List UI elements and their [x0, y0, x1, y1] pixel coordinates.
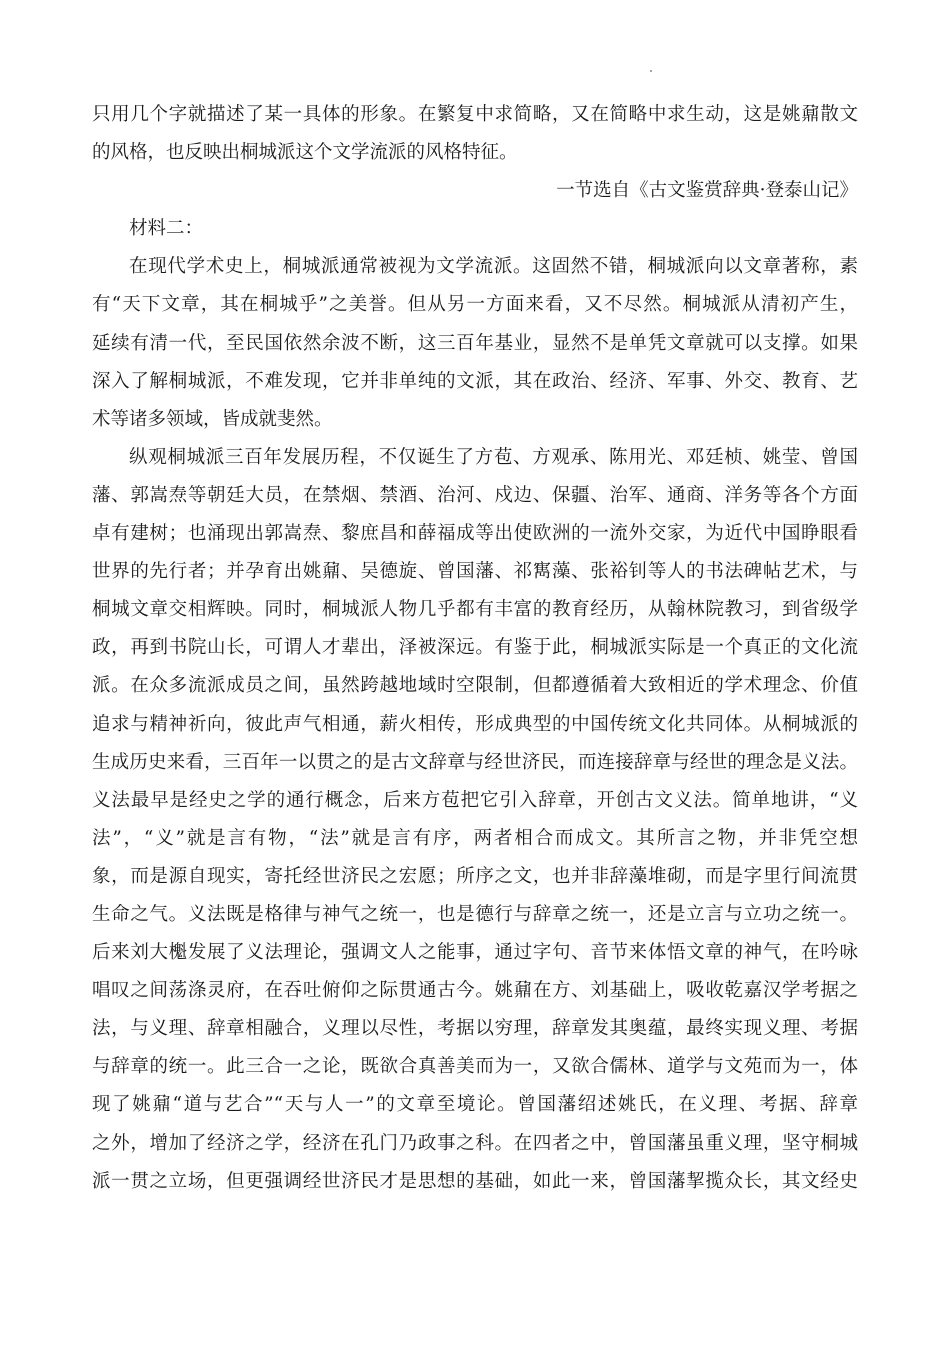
- text-line: 之外，增加了经济之学，经济在孔门乃政事之科。在四者之中，曾国藩虽重义理，坚守桐城: [92, 1132, 858, 1154]
- text-line: 派一贯之立场，但更强调经世济民才是思想的基础，如此一来，曾国藩挈揽众长，其文经史: [92, 1170, 858, 1192]
- text-line: 藩、郭嵩焘等朝廷大员，在禁烟、禁酒、治河、戍边、保疆、治军、通商、洋务等各个方面: [92, 484, 858, 506]
- scan-dot: [650, 70, 652, 72]
- text-line: 生命之气。义法既是格律与神气之统一，也是德行与辞章之统一，还是立言与立功之统一。: [92, 903, 858, 925]
- text-line: 有“天下文章，其在桐城乎”之美誉。但从另一方面来看，又不尽然。桐城派从清初产生，: [92, 294, 858, 316]
- source-note: 一节选自《古文鉴赏辞典·登泰山记》: [556, 180, 858, 202]
- text-line: 唱叹之间荡涤灵府，在吞吐俯仰之际贯通古今。姚鼐在方、刘基础上，吸收乾嘉汉学考据之: [92, 980, 858, 1002]
- text-line: 后来刘大櫆发展了义法理论，强调文人之能事，通过字句、音节来体悟文章的神气，在吟咏: [92, 942, 858, 964]
- text-line: 象，而是源自现实，寄托经世济民之宏愿；所序之文，也并非辞藻堆砌，而是字里行间流贯: [92, 865, 858, 887]
- text-line: 深入了解桐城派，不难发现，它并非单纯的文派，其在政治、经济、军事、外交、教育、艺: [92, 370, 858, 392]
- text-line: 追求与精神祈向，彼此声气相通，薪火相传，形成典型的中国传统文化共同体。从桐城派的: [92, 713, 858, 735]
- material-one-tail: [92, 96, 858, 172]
- text-line: 生成历史来看，三百年一以贯之的是古文辞章与经世济民，而连接辞章与经世的理念是义法。: [92, 751, 858, 773]
- text-line: 纵观桐城派三百年发展历程，不仅诞生了方苞、方观承、陈用光、邓廷桢、姚莹、曾国: [129, 446, 858, 468]
- text-line: 现了姚鼐“道与艺合”“天与人一”的文章至境论。曾国藩绍述姚氏，在义理、考据、辞章: [92, 1094, 858, 1116]
- text-line: 法”，“义”就是言有物，“法”就是言有序，两者相合而成文。其所言之物，并非凭空想: [92, 827, 858, 849]
- material-two-label: 材料二：: [129, 218, 204, 240]
- text-line: 义法最早是经史之学的通行概念，后来方苞把它引入辞章，开创古文义法。简单地讲，“义: [92, 789, 858, 811]
- text-line: 的风格，也反映出桐城派这个文学流派的风格特征。: [92, 142, 518, 164]
- text-line: 只用几个字就描述了某一具体的形象。在繁复中求简略，又在简略中求生动，这是姚鼐散文: [92, 104, 858, 125]
- text-line: 延续有清一代，至民国依然余波不断，这三百年基业，显然不是单凭文章就可以支撑。如果: [92, 332, 858, 354]
- text-line: 卓有建树；也涌现出郭嵩焘、黎庶昌和薛福成等出使欧洲的一流外交家，为近代中国睁眼看: [92, 523, 858, 545]
- text-line: 术等诸多领域，皆成就斐然。: [92, 408, 333, 430]
- text-line: 桐城文章交相辉映。同时，桐城派人物几乎都有丰富的教育经历，从翰林院教习，到省级学: [92, 599, 858, 621]
- text-line: 派。在众多流派成员之间，虽然跨越地域时空限制，但都遵循着大致相近的学术理念、价值: [92, 675, 858, 697]
- text-line: 世界的先行者；并孕育出姚鼐、吴德旋、曾国藩、祁寯藻、张裕钊等人的书法碑帖艺术，与: [92, 561, 858, 583]
- paragraph-two: [92, 439, 858, 1201]
- text-line: 与辞章的统一。此三合一之论，既欲合真善美而为一，又欲合儒林、道学与文苑而为一，体: [92, 1056, 858, 1078]
- text-line: 法，与义理、辞章相融合，义理以尽性，考据以穷理，辞章发其奥蕴，最终实现义理、考据: [92, 1018, 858, 1040]
- document-body: [92, 96, 858, 1201]
- text-line: 在现代学术史上，桐城派通常被视为文学流派。这固然不错，桐城派向以文章著称，素: [129, 256, 858, 278]
- text-line: 政，再到书院山长，可谓人才辈出，泽被深远。有鉴于此，桐城派实际是一个真正的文化流: [92, 637, 858, 659]
- paragraph-one: [92, 248, 858, 438]
